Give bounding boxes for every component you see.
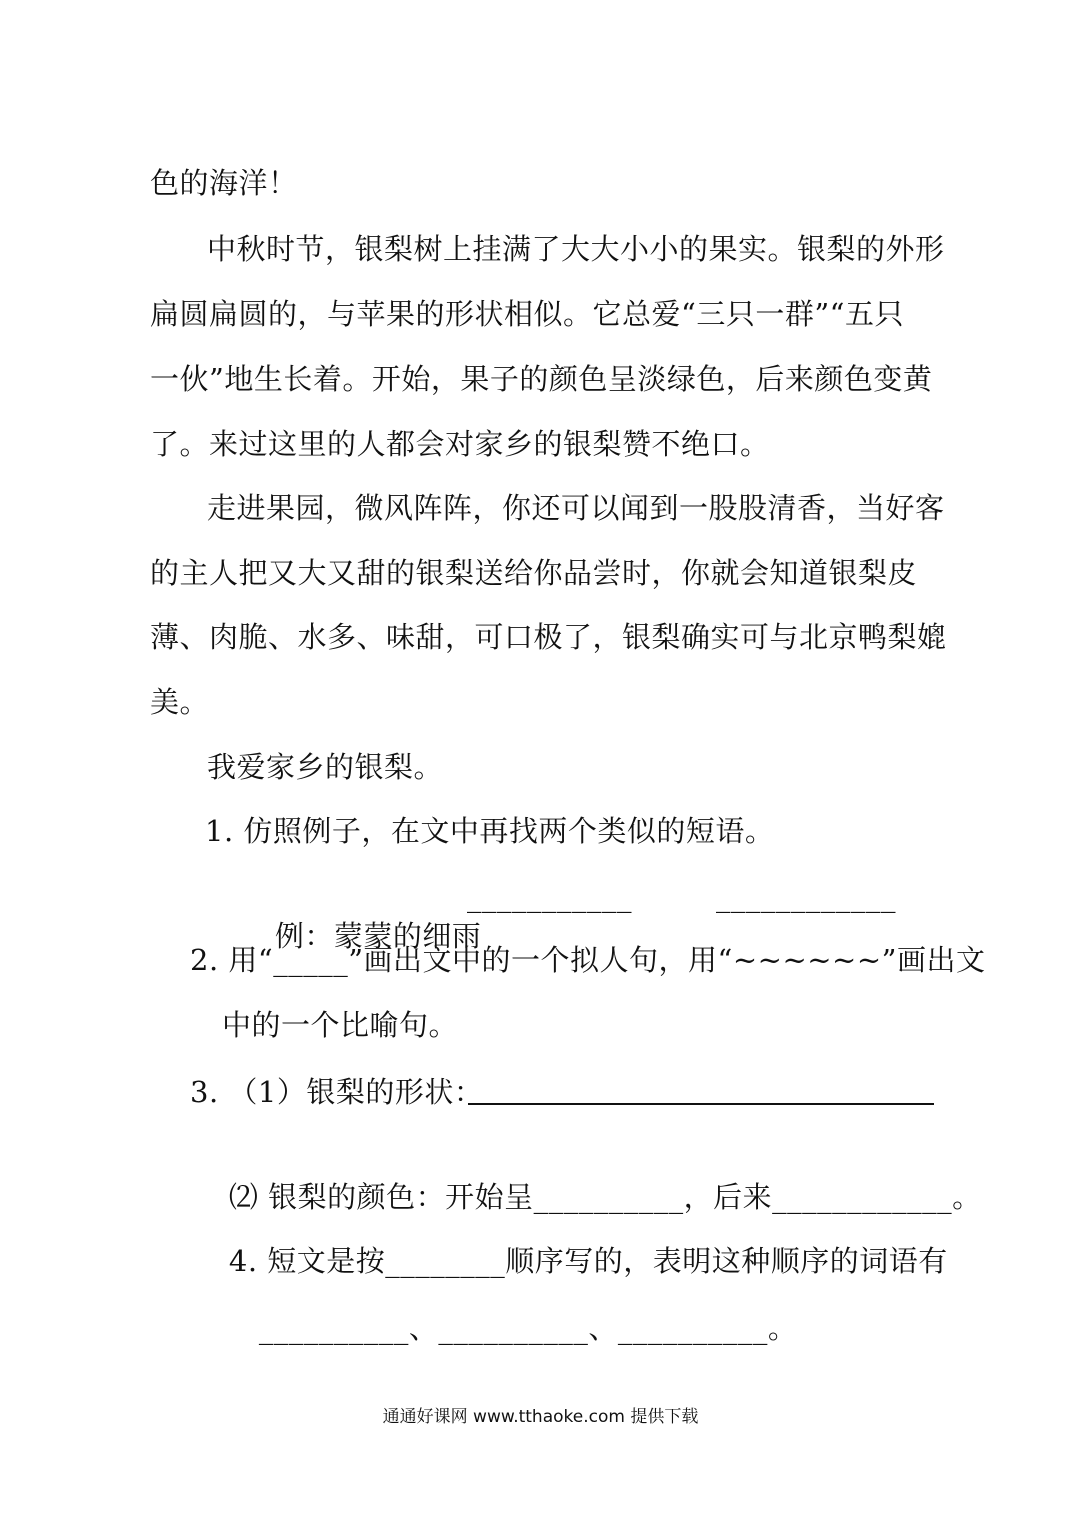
passage-line: 薄、肉脆、水多、味甜，可口极了，银梨确实可与北京鸭梨媲 [150, 620, 947, 654]
question-1: 1. 仿照例子，在文中再找两个类似的短语。 [205, 814, 775, 848]
passage-line: 扁圆扁圆的，与苹果的形状相似。它总爱“三只一群”“五只 [150, 297, 904, 331]
separator: 、 [588, 1311, 618, 1345]
passage-line: 一伙”地生长着。开始，果子的颜色呈淡绿色，后来颜色变黄 [150, 362, 933, 396]
answer-blank[interactable]: ____________ [716, 879, 896, 913]
q3b-prefix: ⑵ 银梨的颜色：开始呈 [228, 1180, 534, 1214]
passage-line: 美。 [150, 685, 210, 719]
q3b-end: 。 [952, 1180, 982, 1214]
q4-prefix: 4. 短文是按 [228, 1244, 386, 1278]
question-4b [220, 1268, 797, 1388]
passage-line: 中秋时节，银梨树上挂满了大大小小的果实。银梨的外形 [207, 232, 945, 266]
answer-blank[interactable]: __________ [617, 1311, 768, 1345]
passage-line: 走进果园，微风阵阵，你还可以闻到一股股清香，当好客 [207, 491, 945, 525]
footer-credit: 通通好课网 www.tthaoke.com 提供下载 [382, 1407, 699, 1427]
q3b-middle: ，后来 [683, 1180, 773, 1214]
passage-line: 了。来过这里的人都会对家乡的银梨赞不绝口。 [150, 427, 770, 461]
answer-blank[interactable]: ____________ [772, 1180, 953, 1214]
passage-line: 我爱家乡的银梨。 [207, 750, 444, 784]
example-text: 例：蒙蒙的细雨 [274, 919, 482, 953]
passage-line: 的主人把又大又甜的银梨送给你品尝时，你就会知道银梨皮 [150, 556, 918, 590]
answer-blank[interactable]: ________ [385, 1244, 506, 1278]
q4b-end: 。 [767, 1311, 798, 1345]
answer-blank[interactable]: __________ [533, 1180, 684, 1214]
answer-line-shape[interactable] [468, 1103, 934, 1105]
question-2-line2: 中的一个比喻句。 [222, 1008, 459, 1042]
question-3a: 3. （1）银梨的形状： [190, 1075, 484, 1109]
answer-blank[interactable]: ___________ [467, 879, 632, 913]
question-2-line1: 2. 用“_____”画出文中的一个拟人句，用“~~~~~~”画出文 [190, 943, 986, 977]
answer-blank[interactable]: __________ [258, 1311, 409, 1345]
q4-suffix: 顺序写的，表明这种顺序的词语有 [505, 1244, 948, 1278]
separator: 、 [408, 1311, 439, 1345]
passage-line: 色的海洋！ [150, 166, 298, 200]
answer-blank[interactable]: __________ [438, 1311, 589, 1345]
